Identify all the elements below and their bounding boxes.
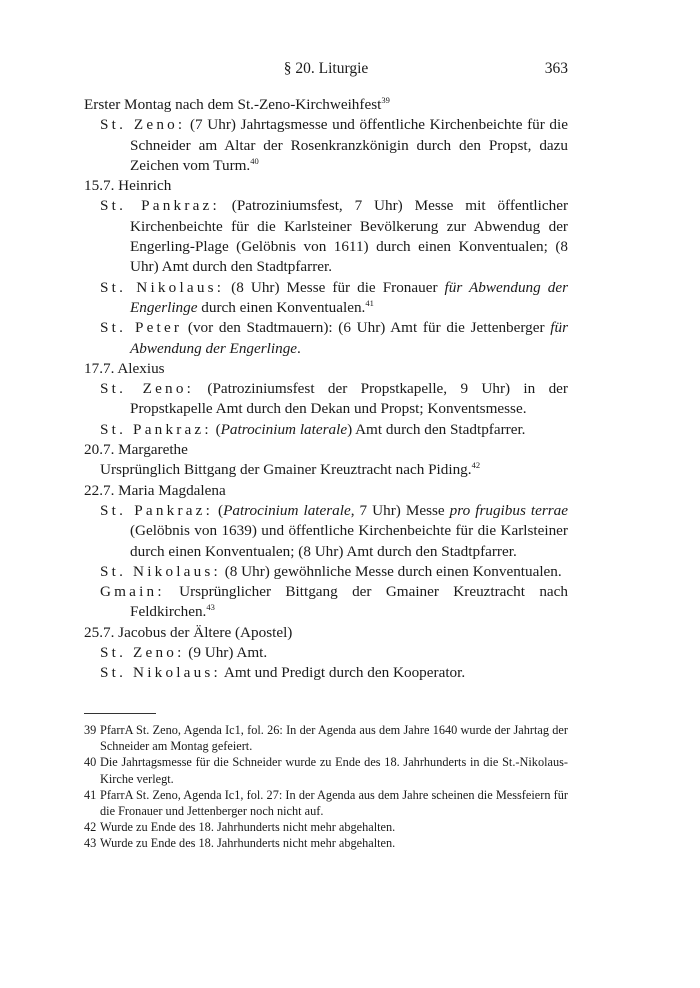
footnote-ref[interactable]: 40 [250, 155, 259, 166]
main-text [84, 95, 568, 684]
church-item: St. Zeno: (9 Uhr) Amt. [100, 644, 268, 662]
church-name: St. Peter [100, 319, 183, 337]
church-name: St. Pankraz: [100, 501, 214, 519]
footnote-number: 42 [84, 820, 97, 835]
calendar-entry [84, 95, 568, 176]
church-item: St. Zeno: (Patroziniumsfest der Propstkapelle, 9 Uhr) in der Propstkapelle Amt durch den Dekan und Propst; Konventsmesse. [100, 380, 568, 418]
calendar-entry [84, 481, 568, 623]
footnotes [84, 722, 568, 852]
calendar-entry [84, 623, 568, 684]
footnote: 39 PfarrA St. Zeno, Agenda Ic1, fol. 26: In der Agenda aus dem Jahre 1640 wurde der Jahrtag der Schneider am Montag gefeiert. [84, 723, 568, 754]
church-name: St. Nikolaus: [100, 562, 221, 580]
church-item: Gmain: Ursprünglicher Bittgang der Gmainer Kreuztracht nach Feldkirchen.$^{43}$ [100, 583, 568, 621]
calendar-entry [84, 440, 568, 481]
footnote-number: 39 [84, 723, 97, 737]
footnote-number: 43 [84, 836, 97, 851]
page-number: 363 [544, 60, 568, 77]
calendar-entry [84, 359, 568, 440]
church-name: St. Zeno: [100, 380, 195, 398]
footnote-ref[interactable]: 39 [381, 95, 390, 105]
entry-date: 22.7. Maria Magdalena [84, 481, 226, 499]
church-item: St. Nikolaus: Amt und Predigt durch den Kooperator. [100, 664, 466, 682]
footnote: 43 Wurde zu Ende des 18. Jahrhunderts nicht mehr abgehalten. [84, 836, 396, 851]
footnote-number: 41 [84, 787, 97, 802]
entry-date: 15.7. Heinrich [84, 177, 172, 195]
church-name: St. Pankraz: [100, 197, 220, 215]
church-name: St. Nikolaus: [100, 278, 225, 296]
church-name: St. Zeno: [100, 644, 185, 662]
entry-date: 25.7. Jacobus der Ältere (Apostel) [84, 623, 293, 641]
church-name: St. Nikolaus: [100, 664, 221, 682]
section-title: § 20. Liturgie [283, 60, 369, 77]
church-name: St. Zeno: [100, 116, 186, 134]
footnote-ref[interactable]: 42 [471, 460, 481, 471]
entry-date: 20.7. Margarethe [84, 441, 188, 459]
footnote-ref[interactable]: 41 [365, 297, 374, 308]
footnote-divider [84, 713, 156, 714]
calendar-entry [84, 176, 568, 359]
church-item: St. Nikolaus: (8 Uhr) gewöhnliche Messe durch einen Konventualen. [100, 562, 562, 580]
church-name: St. Pankraz: [100, 420, 212, 438]
church-item: St. Pankraz: (Patroziniumsfest, 7 Uhr) Messe mit öffentlicher Kirchenbeichte für die Karlsteiner Bevölkerung zur Abwendug der Engerling-Plage (Gelöbnis von 1611) durch einen Konventualen; (8 Uhr) Amt durch den Stadtpfarrer. [100, 197, 569, 276]
footnote: 41 PfarrA St. Zeno, Agenda Ic1, fol. 27: In der Agenda aus dem Jahre scheinen die Messfeiern für die Fronauer und Jettenberger noch nicht auf. [84, 787, 568, 819]
footnote-ref[interactable]: 43 [206, 602, 215, 613]
entry-note: Ursprünglich Bittgang der Gmainer Kreuztracht nach Piding.$^{42}$ [100, 460, 481, 479]
entry-date: Erster Montag nach dem St.-Zeno-Kirchweihfest$^{39}$ [84, 95, 390, 113]
church-name: Gmain: [100, 583, 165, 601]
running-header [84, 60, 568, 82]
church-item: St. Pankraz: (Patrocinium laterale, 7 Uhr) Messe pro frugibus terrae (Gelöbnis von 1639) und öffentliche Kirchenbeichte für die Karlsteiner durch einen Konventualen; (8 Uhr) Amt durch den Stadtpfarrer. [100, 501, 568, 560]
entry-date: 17.7. Alexius [84, 359, 165, 377]
footnote-number: 40 [84, 755, 97, 770]
church-item: St. Peter (vor den Stadtmauern): (6 Uhr) Amt für die Jettenberger für Abwendung der Engerlinge. [100, 319, 568, 357]
church-item: St. Nikolaus: (8 Uhr) Messe für die Fronauer für Abwendung der Engerlinge durch einen Konventualen.$^{41}$ [100, 278, 568, 316]
church-item: St. Zeno: (7 Uhr) Jahrtagsmesse und öffentliche Kirchenbeichte für die Schneider am Altar der Rosenkranzkönigin durch den Propst, dazu Zeichen vom Turm.$^{40}$ [100, 116, 568, 174]
footnote: 40 Die Jahrtagsmesse für die Schneider wurde zu Ende des 18. Jahrhunderts in die St.-Nikolaus-Kirche verlegt. [84, 755, 568, 786]
church-item: St. Pankraz: (Patrocinium laterale) Amt durch den Stadtpfarrer. [100, 420, 526, 438]
footnote: 42 Wurde zu Ende des 18. Jahrhunderts nicht mehr abgehalten. [84, 820, 396, 835]
